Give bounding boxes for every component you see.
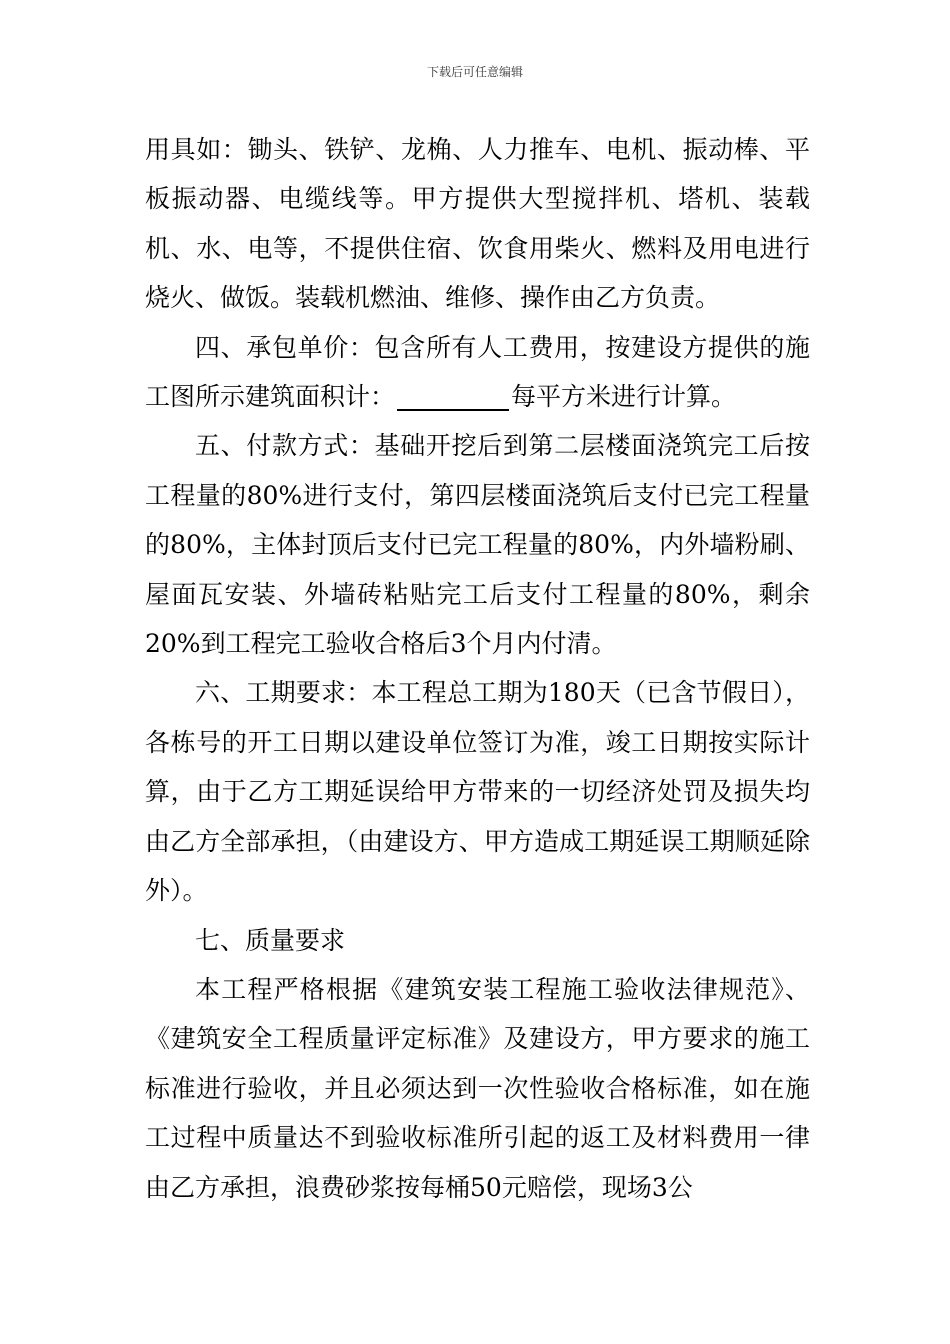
- paragraph-payment: 五、付款方式：基础开挖后到第二层楼面浇筑完工后按工程量的80%进行支付，第四层楼面浇筑后支付已完工程量的80%，主体封顶后支付已完工程量的80%，内外墙粉刷、屋面瓦安装、外墙砖粘贴完工后支付工程量的80%，剩余20%到工程完工验收合格后3个月内付清。: [145, 431, 810, 659]
- paragraph-tools: 用具如：锄头、铁铲、龙桷、人力推车、电机、振动棒、平板振动器、电缆线等。甲方提供大型搅拌机、塔机、装载机、水、电等，不提供住宿、饮食用柴火、燃料及用电进行烧火、做饭。装载机燃油、维修、操作由乙方负责。: [145, 135, 810, 313]
- document-body: [145, 125, 810, 1212]
- paragraph-unit-price: [145, 323, 810, 422]
- header-note: 下载后可任意编辑: [426, 65, 523, 79]
- paragraph-schedule: 六、工期要求：本工程总工期为180天（已含节假日），各栋号的开工日期以建设单位签订为准，竣工日期按实际计算，由于乙方工期延误给甲方带来的一切经济处罚及损失均由乙方全部承担，（由建设方、甲方造成工期延误工期顺延除外）。: [145, 678, 810, 906]
- unit-price-blank[interactable]: [397, 384, 509, 411]
- unit-price-text-before: 四、承包单价：包含所有人工费用，按建设方提供的施工图所示建筑面积计：: [145, 332, 810, 412]
- paragraph-quality: 本工程严格根据《建筑安装工程施工验收法律规范》、《建筑安全工程质量评定标准》及建设方，甲方要求的施工标准进行验收，并且必须达到一次性验收合格标准，如在施工过程中质量达不到验收标准所引起的返工及材料费用一律由乙方承担，浪费砂浆按每桶50元赔偿，现场3公: [145, 974, 810, 1202]
- paragraph-quality-heading: 七、质量要求: [195, 925, 346, 955]
- unit-price-text-after: 每平方米进行计算。: [511, 382, 737, 412]
